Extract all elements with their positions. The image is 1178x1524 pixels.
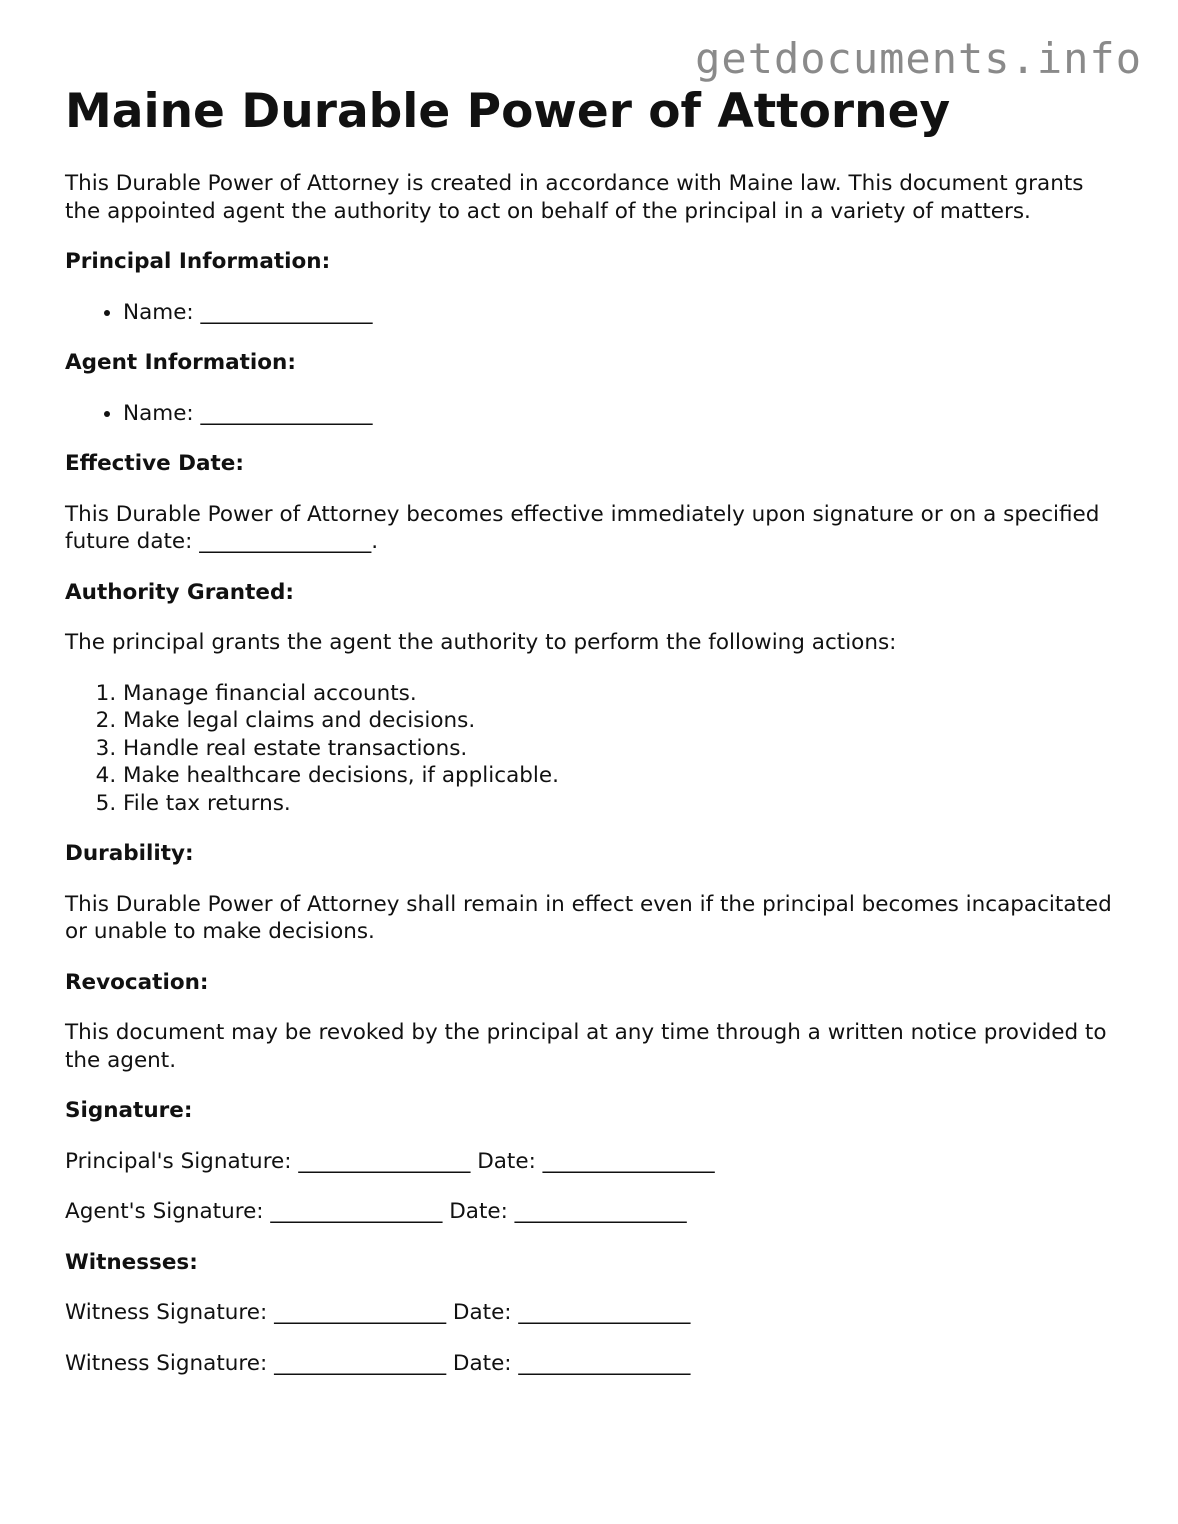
agent-name-field: • Name: ________________ bbox=[123, 400, 1115, 428]
authority-item: 5. File tax returns. bbox=[123, 790, 1115, 818]
authority-item: 1. Manage financial accounts. bbox=[123, 680, 1115, 708]
agent-heading: Agent Information: bbox=[65, 350, 296, 375]
authority-text: The principal grants the agent the authority to perform the following actions: bbox=[65, 630, 897, 655]
principal-heading: Principal Information: bbox=[65, 249, 331, 274]
revocation-heading: Revocation: bbox=[65, 969, 209, 995]
signature-heading: Signature: bbox=[65, 1098, 193, 1123]
document-title: Maine Durable Power of Attorney bbox=[65, 84, 951, 139]
authority-item: 4. Make healthcare decisions, if applicable. bbox=[123, 762, 1115, 790]
principal-list bbox=[65, 299, 1115, 327]
agent-signature-line: Agent's Signature: ________________ Date: ________________ bbox=[65, 1199, 687, 1224]
principal-signature-line: Principal's Signature: ________________ Date: ________________ bbox=[65, 1148, 715, 1174]
intro-paragraph: This Durable Power of Attorney is created in accordance with Maine law. This document grants the appointed agent the authority to act on behalf of the principal in a variety of matters. bbox=[65, 171, 1084, 224]
durability-heading: Durability: bbox=[65, 841, 194, 866]
authority-list bbox=[65, 680, 1115, 818]
witness-signature-line: Witness Signature: ________________ Date: ________________ bbox=[65, 1350, 691, 1376]
effective-date-heading: Effective Date: bbox=[65, 451, 244, 476]
authority-item: 3. Handle real estate transactions. bbox=[123, 735, 1115, 763]
document-body bbox=[65, 84, 1115, 1377]
principal-name-field: • Name: ________________ bbox=[123, 299, 1115, 327]
authority-heading: Authority Granted: bbox=[65, 579, 294, 605]
effective-date-text: This Durable Power of Attorney becomes effective immediately upon signature or on a specified future date: ________________. bbox=[65, 501, 1100, 554]
revocation-text: This document may be revoked by the principal at any time through a written notice provided to the agent. bbox=[65, 1020, 1107, 1073]
witness-signature-line: Witness Signature: ________________ Date: ________________ bbox=[65, 1300, 691, 1325]
witnesses-heading: Witnesses: bbox=[65, 1249, 198, 1275]
agent-list bbox=[65, 400, 1115, 428]
watermark: getdocuments.info bbox=[695, 34, 1142, 83]
authority-item: 2. Make legal claims and decisions. bbox=[123, 707, 1115, 735]
durability-text: This Durable Power of Attorney shall remain in effect even if the principal becomes incapacitated or unable to make decisions. bbox=[65, 891, 1112, 944]
